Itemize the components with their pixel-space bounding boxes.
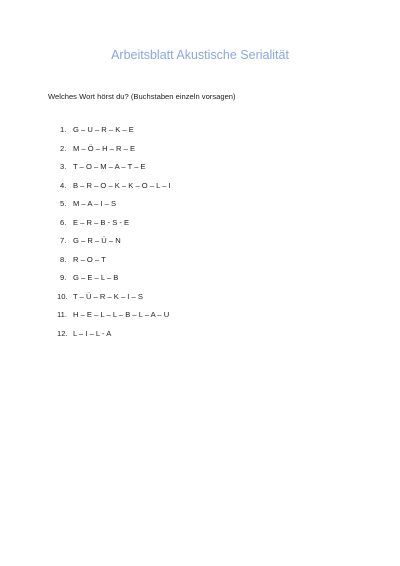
item-number: 10. <box>57 291 68 301</box>
item-letters: G – E – L – B <box>73 273 119 282</box>
item-letters: G – R – Ü – N <box>73 236 121 245</box>
item-number: 5. <box>60 199 67 208</box>
page-title: Arbeitsblatt Akustische Serialität <box>111 48 289 62</box>
list-item <box>60 218 171 237</box>
item-letters: B – R – O – K – K – O – L – I <box>73 180 171 190</box>
item-letters: H – E – L – L – B – L – A – U <box>73 310 170 319</box>
list-item <box>60 144 171 163</box>
item-number: 11. <box>57 310 67 319</box>
instruction-text: Welches Wort hörst du? (Buchstaben einzeln vorsagen) <box>48 92 236 101</box>
list-item <box>60 181 171 200</box>
list-item <box>57 291 171 311</box>
list-item <box>60 125 171 144</box>
list-item <box>60 273 171 292</box>
item-number: 3. <box>60 162 67 171</box>
item-letters: R – O – T <box>73 254 106 264</box>
item-letters: E – R – B - S - E <box>73 217 130 227</box>
list-item <box>60 162 171 181</box>
list-item <box>60 255 171 274</box>
item-number: 4. <box>60 180 67 190</box>
list-item <box>60 199 171 218</box>
item-number: 6. <box>60 217 67 227</box>
list-item <box>57 310 171 329</box>
list-item <box>60 236 171 255</box>
item-number: 2. <box>60 143 67 153</box>
word-list <box>57 125 171 347</box>
item-number: 12. <box>57 328 68 338</box>
item-letters: G – U – R – K – E <box>73 125 134 134</box>
item-number: 8. <box>60 254 67 264</box>
item-letters: T – Ü – R – K – I – S <box>73 291 143 301</box>
item-letters: M – Ö – H – R – E <box>73 143 136 153</box>
item-number: 9. <box>60 273 67 282</box>
item-letters: M – A – I – S <box>73 199 117 208</box>
item-number: 7. <box>60 236 67 245</box>
item-letters: T – O – M – A – T – E <box>73 162 146 171</box>
item-number: 1. <box>60 125 67 134</box>
list-item <box>57 328 171 348</box>
item-letters: L – I – L - A <box>73 328 112 338</box>
